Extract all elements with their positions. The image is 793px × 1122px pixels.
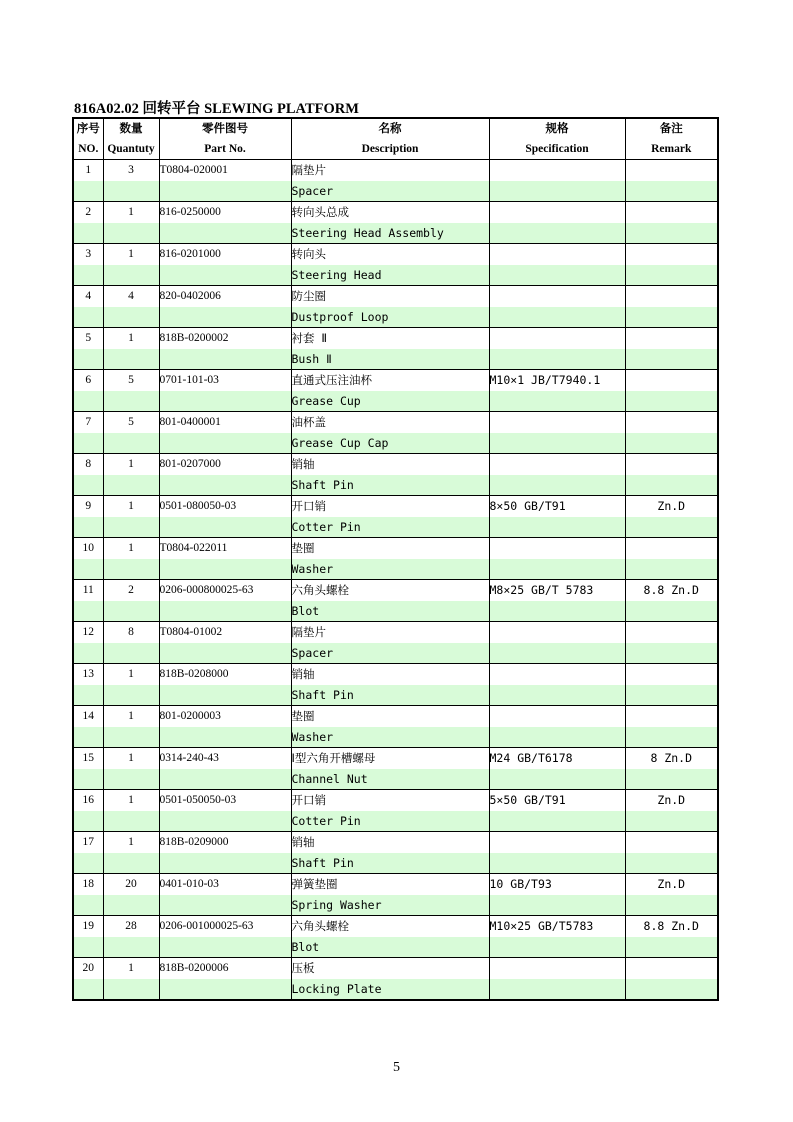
empty-cell: [73, 433, 103, 454]
empty-cell: [73, 475, 103, 496]
empty-cell: [73, 349, 103, 370]
empty-cell: [73, 853, 103, 874]
row-part-no: 801-0207000: [159, 454, 291, 475]
empty-cell: [73, 727, 103, 748]
empty-cell: [489, 475, 625, 496]
row-name-cn: 直通式压注油杯: [291, 370, 489, 391]
table-row: [73, 160, 718, 181]
empty-cell: [103, 475, 159, 496]
row-quantity: 2: [103, 580, 159, 601]
row-specification: [489, 244, 625, 265]
empty-cell: [489, 685, 625, 706]
table-row-english: [73, 307, 718, 328]
empty-cell: [625, 559, 718, 580]
row-part-no: 0314-240-43: [159, 748, 291, 769]
row-name-cn: 垫圈: [291, 538, 489, 559]
row-remark: 8.8 Zn.D: [625, 916, 718, 937]
row-quantity: 20: [103, 874, 159, 895]
table-row: [73, 832, 718, 853]
empty-cell: [625, 391, 718, 412]
row-number: 5: [73, 328, 103, 349]
empty-cell: [489, 979, 625, 1001]
row-name-cn: 压板: [291, 958, 489, 979]
row-remark: Zn.D: [625, 496, 718, 517]
table-row: [73, 202, 718, 223]
empty-cell: [159, 517, 291, 538]
row-name-cn: 开口销: [291, 496, 489, 517]
empty-cell: [103, 601, 159, 622]
row-specification: [489, 706, 625, 727]
header-part-en: Part No.: [159, 139, 291, 160]
empty-cell: [489, 937, 625, 958]
empty-cell: [489, 433, 625, 454]
row-quantity: 1: [103, 832, 159, 853]
row-quantity: 3: [103, 160, 159, 181]
header-desc-en: Description: [291, 139, 489, 160]
row-remark: [625, 202, 718, 223]
row-number: 18: [73, 874, 103, 895]
empty-cell: [73, 769, 103, 790]
row-name-cn: 销轴: [291, 832, 489, 853]
row-name-cn: 垫圈: [291, 706, 489, 727]
row-name-cn: 六角头螺栓: [291, 916, 489, 937]
empty-cell: [103, 265, 159, 286]
empty-cell: [159, 727, 291, 748]
row-part-no: 801-0200003: [159, 706, 291, 727]
empty-cell: [73, 265, 103, 286]
table-row-english: [73, 769, 718, 790]
empty-cell: [159, 391, 291, 412]
header-qty-cn: 数量: [103, 118, 159, 139]
row-specification: [489, 454, 625, 475]
empty-cell: [625, 433, 718, 454]
empty-cell: [625, 265, 718, 286]
row-quantity: 1: [103, 538, 159, 559]
table-row-english: [73, 643, 718, 664]
empty-cell: [159, 979, 291, 1001]
empty-cell: [159, 307, 291, 328]
empty-cell: [73, 811, 103, 832]
empty-cell: [489, 601, 625, 622]
row-quantity: 28: [103, 916, 159, 937]
table-row-english: [73, 391, 718, 412]
table-row-english: [73, 811, 718, 832]
document-title: 816A02.02 回转平台 SLEWING PLATFORM: [74, 101, 359, 117]
empty-cell: [73, 979, 103, 1001]
header-no-en: NO.: [73, 139, 103, 160]
row-name-en: Dustproof Loop: [291, 307, 489, 328]
empty-cell: [103, 811, 159, 832]
row-name-cn: 衬套 Ⅱ: [291, 328, 489, 349]
row-name-en: Cotter Pin: [291, 517, 489, 538]
row-specification: 8×50 GB/T91: [489, 496, 625, 517]
row-name-en: Shaft Pin: [291, 475, 489, 496]
row-name-cn: 隔垫片: [291, 622, 489, 643]
row-specification: [489, 412, 625, 433]
empty-cell: [103, 937, 159, 958]
row-number: 10: [73, 538, 103, 559]
empty-cell: [103, 769, 159, 790]
empty-cell: [73, 223, 103, 244]
empty-cell: [159, 895, 291, 916]
header-remark-cn: 备注: [625, 118, 718, 139]
empty-cell: [159, 265, 291, 286]
row-quantity: 4: [103, 286, 159, 307]
empty-cell: [103, 727, 159, 748]
row-number: 20: [73, 958, 103, 979]
empty-cell: [625, 895, 718, 916]
row-name-en: Grease Cup: [291, 391, 489, 412]
row-part-no: 0501-080050-03: [159, 496, 291, 517]
row-quantity: 1: [103, 496, 159, 517]
row-remark: [625, 370, 718, 391]
table-row: [73, 286, 718, 307]
row-number: 2: [73, 202, 103, 223]
table-row: [73, 328, 718, 349]
row-name-cn: 销轴: [291, 664, 489, 685]
empty-cell: [625, 475, 718, 496]
row-part-no: 0501-050050-03: [159, 790, 291, 811]
table-row-english: [73, 895, 718, 916]
table-row-english: [73, 433, 718, 454]
row-specification: 10 GB/T93: [489, 874, 625, 895]
row-part-no: 818B-0208000: [159, 664, 291, 685]
row-quantity: 1: [103, 202, 159, 223]
row-name-en: Steering Head Assembly: [291, 223, 489, 244]
table-row: [73, 790, 718, 811]
table-row: [73, 454, 718, 475]
empty-cell: [103, 643, 159, 664]
table-row: [73, 580, 718, 601]
row-name-cn: 转向头: [291, 244, 489, 265]
empty-cell: [159, 811, 291, 832]
row-remark: Zn.D: [625, 790, 718, 811]
row-part-no: 0701-101-03: [159, 370, 291, 391]
empty-cell: [103, 517, 159, 538]
row-part-no: 816-0201000: [159, 244, 291, 265]
row-name-en: Shaft Pin: [291, 853, 489, 874]
row-number: 13: [73, 664, 103, 685]
row-number: 19: [73, 916, 103, 937]
empty-cell: [625, 517, 718, 538]
row-quantity: 1: [103, 328, 159, 349]
row-specification: [489, 832, 625, 853]
empty-cell: [159, 349, 291, 370]
row-part-no: 818B-0209000: [159, 832, 291, 853]
table-row-english: [73, 517, 718, 538]
empty-cell: [625, 769, 718, 790]
row-specification: M8×25 GB/T 5783: [489, 580, 625, 601]
empty-cell: [489, 769, 625, 790]
row-name-cn: 六角头螺栓: [291, 580, 489, 601]
row-name-en: Blot: [291, 601, 489, 622]
row-name-en: Washer: [291, 727, 489, 748]
empty-cell: [625, 223, 718, 244]
header-no-cn: 序号: [73, 118, 103, 139]
empty-cell: [103, 391, 159, 412]
row-specification: [489, 328, 625, 349]
row-remark: [625, 412, 718, 433]
empty-cell: [489, 643, 625, 664]
empty-cell: [625, 853, 718, 874]
table-row-english: [73, 181, 718, 202]
empty-cell: [625, 349, 718, 370]
empty-cell: [489, 181, 625, 202]
empty-cell: [625, 643, 718, 664]
empty-cell: [159, 223, 291, 244]
row-part-no: 818B-0200006: [159, 958, 291, 979]
row-specification: M10×25 GB/T5783: [489, 916, 625, 937]
empty-cell: [159, 181, 291, 202]
row-quantity: 5: [103, 370, 159, 391]
row-number: 7: [73, 412, 103, 433]
header-desc-cn: 名称: [291, 118, 489, 139]
empty-cell: [103, 223, 159, 244]
row-quantity: 1: [103, 958, 159, 979]
table-row-english: [73, 685, 718, 706]
row-part-no: 818B-0200002: [159, 328, 291, 349]
row-name-en: Bush Ⅱ: [291, 349, 489, 370]
row-name-en: Locking Plate: [291, 979, 489, 1001]
row-number: 16: [73, 790, 103, 811]
row-remark: [625, 706, 718, 727]
row-specification: [489, 202, 625, 223]
table-row: [73, 874, 718, 895]
header-spec-cn: 规格: [489, 118, 625, 139]
row-name-en: Cotter Pin: [291, 811, 489, 832]
table-header: [73, 118, 718, 160]
empty-cell: [159, 853, 291, 874]
table-row: [73, 370, 718, 391]
empty-cell: [73, 643, 103, 664]
row-part-no: 0401-010-03: [159, 874, 291, 895]
table-row-english: [73, 727, 718, 748]
empty-cell: [625, 937, 718, 958]
row-name-cn: 防尘圈: [291, 286, 489, 307]
row-name-cn: 隔垫片: [291, 160, 489, 181]
row-specification: [489, 958, 625, 979]
row-number: 11: [73, 580, 103, 601]
row-remark: [625, 664, 718, 685]
row-number: 9: [73, 496, 103, 517]
row-number: 8: [73, 454, 103, 475]
empty-cell: [159, 433, 291, 454]
empty-cell: [103, 685, 159, 706]
row-part-no: 0206-001000025-63: [159, 916, 291, 937]
row-number: 15: [73, 748, 103, 769]
table-row: [73, 496, 718, 517]
row-remark: [625, 538, 718, 559]
empty-cell: [489, 853, 625, 874]
row-name-en: Washer: [291, 559, 489, 580]
row-specification: [489, 538, 625, 559]
row-specification: M10×1 JB/T7940.1: [489, 370, 625, 391]
row-remark: [625, 454, 718, 475]
empty-cell: [625, 811, 718, 832]
row-name-en: Channel Nut: [291, 769, 489, 790]
row-specification: [489, 664, 625, 685]
empty-cell: [625, 181, 718, 202]
row-remark: [625, 832, 718, 853]
table-row-english: [73, 601, 718, 622]
table-row-english: [73, 979, 718, 1001]
header-remark-en: Remark: [625, 139, 718, 160]
row-remark: [625, 160, 718, 181]
empty-cell: [159, 601, 291, 622]
row-quantity: 1: [103, 664, 159, 685]
empty-cell: [73, 685, 103, 706]
row-number: 14: [73, 706, 103, 727]
empty-cell: [489, 727, 625, 748]
row-part-no: T0804-022011: [159, 538, 291, 559]
header-qty-en: Quantuty: [103, 139, 159, 160]
row-name-en: Grease Cup Cap: [291, 433, 489, 454]
empty-cell: [625, 601, 718, 622]
row-quantity: 8: [103, 622, 159, 643]
empty-cell: [489, 895, 625, 916]
row-part-no: 801-0400001: [159, 412, 291, 433]
empty-cell: [103, 349, 159, 370]
table-row-english: [73, 349, 718, 370]
empty-cell: [625, 685, 718, 706]
table-row: [73, 664, 718, 685]
row-name-cn: 弹簧垫圈: [291, 874, 489, 895]
row-quantity: 1: [103, 454, 159, 475]
empty-cell: [103, 853, 159, 874]
row-number: 4: [73, 286, 103, 307]
row-part-no: 0206-000800025-63: [159, 580, 291, 601]
row-remark: [625, 622, 718, 643]
empty-cell: [103, 559, 159, 580]
empty-cell: [489, 307, 625, 328]
table-row: [73, 244, 718, 265]
table-row: [73, 916, 718, 937]
empty-cell: [489, 811, 625, 832]
empty-cell: [159, 937, 291, 958]
row-name-en: Spring Washer: [291, 895, 489, 916]
empty-cell: [489, 265, 625, 286]
table-row: [73, 958, 718, 979]
row-specification: 5×50 GB/T91: [489, 790, 625, 811]
table-row-english: [73, 475, 718, 496]
row-remark: 8.8 Zn.D: [625, 580, 718, 601]
table-row-english: [73, 937, 718, 958]
row-name-en: Shaft Pin: [291, 685, 489, 706]
header-spec-en: Specification: [489, 139, 625, 160]
row-quantity: 1: [103, 748, 159, 769]
empty-cell: [103, 979, 159, 1001]
table-row: [73, 706, 718, 727]
row-name-en: Spacer: [291, 643, 489, 664]
row-remark: [625, 244, 718, 265]
row-name-cn: 开口销: [291, 790, 489, 811]
empty-cell: [159, 643, 291, 664]
row-specification: M24 GB/T6178: [489, 748, 625, 769]
table-row-english: [73, 223, 718, 244]
empty-cell: [489, 559, 625, 580]
empty-cell: [489, 223, 625, 244]
row-specification: [489, 286, 625, 307]
row-remark: [625, 286, 718, 307]
header-part-cn: 零件图号: [159, 118, 291, 139]
empty-cell: [489, 517, 625, 538]
row-name-cn: 销轴: [291, 454, 489, 475]
empty-cell: [103, 433, 159, 454]
empty-cell: [159, 685, 291, 706]
empty-cell: [103, 181, 159, 202]
empty-cell: [489, 349, 625, 370]
empty-cell: [73, 181, 103, 202]
row-quantity: 1: [103, 244, 159, 265]
row-number: 17: [73, 832, 103, 853]
row-number: 6: [73, 370, 103, 391]
table-row-english: [73, 265, 718, 286]
empty-cell: [625, 979, 718, 1001]
table-row-english: [73, 559, 718, 580]
row-name-en: Steering Head: [291, 265, 489, 286]
row-number: 12: [73, 622, 103, 643]
row-part-no: T0804-01002: [159, 622, 291, 643]
empty-cell: [625, 307, 718, 328]
row-remark: Zn.D: [625, 874, 718, 895]
empty-cell: [489, 391, 625, 412]
empty-cell: [625, 727, 718, 748]
row-remark: [625, 958, 718, 979]
empty-cell: [73, 895, 103, 916]
table-row: [73, 538, 718, 559]
row-name-en: Blot: [291, 937, 489, 958]
empty-cell: [73, 307, 103, 328]
row-part-no: 816-0250000: [159, 202, 291, 223]
row-name-cn: Ⅰ型六角开槽螺母: [291, 748, 489, 769]
empty-cell: [159, 475, 291, 496]
row-quantity: 1: [103, 790, 159, 811]
empty-cell: [103, 895, 159, 916]
empty-cell: [73, 391, 103, 412]
empty-cell: [73, 937, 103, 958]
row-number: 3: [73, 244, 103, 265]
row-quantity: 5: [103, 412, 159, 433]
row-part-no: 820-0402006: [159, 286, 291, 307]
empty-cell: [73, 517, 103, 538]
row-remark: [625, 328, 718, 349]
empty-cell: [103, 307, 159, 328]
table-row-english: [73, 853, 718, 874]
empty-cell: [73, 601, 103, 622]
empty-cell: [73, 559, 103, 580]
row-number: 1: [73, 160, 103, 181]
table-body: [73, 160, 718, 1001]
row-part-no: T0804-020001: [159, 160, 291, 181]
empty-cell: [159, 769, 291, 790]
table-row: [73, 748, 718, 769]
row-quantity: 1: [103, 706, 159, 727]
table-row: [73, 622, 718, 643]
parts-table: [72, 117, 719, 1001]
row-name-cn: 转向头总成: [291, 202, 489, 223]
row-specification: [489, 160, 625, 181]
table-row: [73, 412, 718, 433]
page-number: 5: [393, 1060, 400, 1075]
row-remark: 8 Zn.D: [625, 748, 718, 769]
row-name-cn: 油杯盖: [291, 412, 489, 433]
row-name-en: Spacer: [291, 181, 489, 202]
row-specification: [489, 622, 625, 643]
empty-cell: [159, 559, 291, 580]
